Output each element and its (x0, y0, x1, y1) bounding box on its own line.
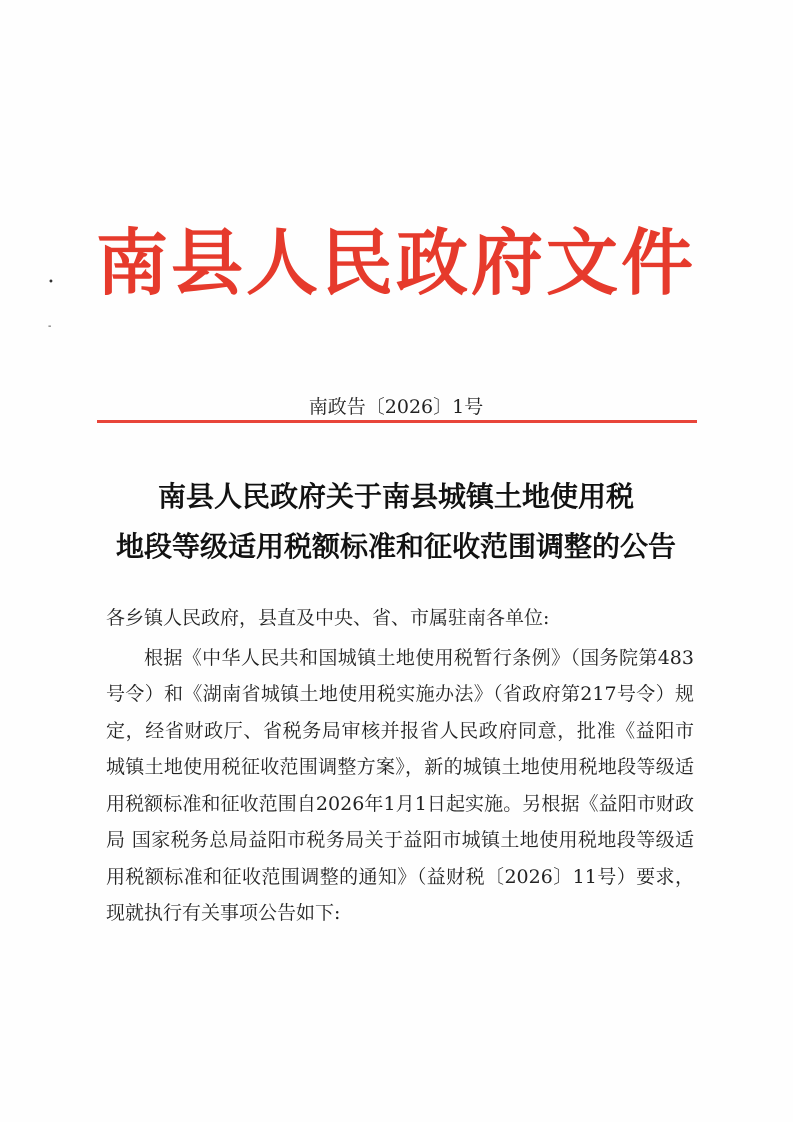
salutation: 各乡镇人民政府，县直及中央、省、市属驻南各单位: (106, 607, 550, 629)
document-title (96, 472, 696, 572)
red-divider-line (97, 420, 697, 423)
document-body (106, 600, 694, 932)
document-title-line-2: 地段等级适用税额标准和征收范围调整的公告 (115, 530, 676, 563)
document-masthead: 南县人民政府文件 (96, 220, 697, 305)
binding-mark: - (48, 321, 52, 332)
document-number: 南政告〔2026〕1号 (308, 396, 484, 418)
binding-mark: • (48, 277, 54, 288)
body-paragraph: 根据《中华人民共和国城镇土地使用税暂行条例》（国务院第483号令）和《湖南省城镇土地使用税实施办法》（省政府第217号令）规定，经省财政厅、省税务局审核并报省人民政府同意，批准《益阳市城镇土地使用税征收范围调整方案》，新的城镇土地使用税地段等级适用税额标准和征收范围自2026年1月1日起实施。另根据《益阳市财政局 国家税务总局益阳市税务局关于益阳市城镇土地使用税地段等级适用税额标准和征收范围调整的通知》（益财税〔2026〕11号）要求，现就执行有关事项公告如下: (106, 646, 694, 924)
document-title-line-1: 南县人民政府关于南县城镇土地使用税 (157, 480, 634, 513)
